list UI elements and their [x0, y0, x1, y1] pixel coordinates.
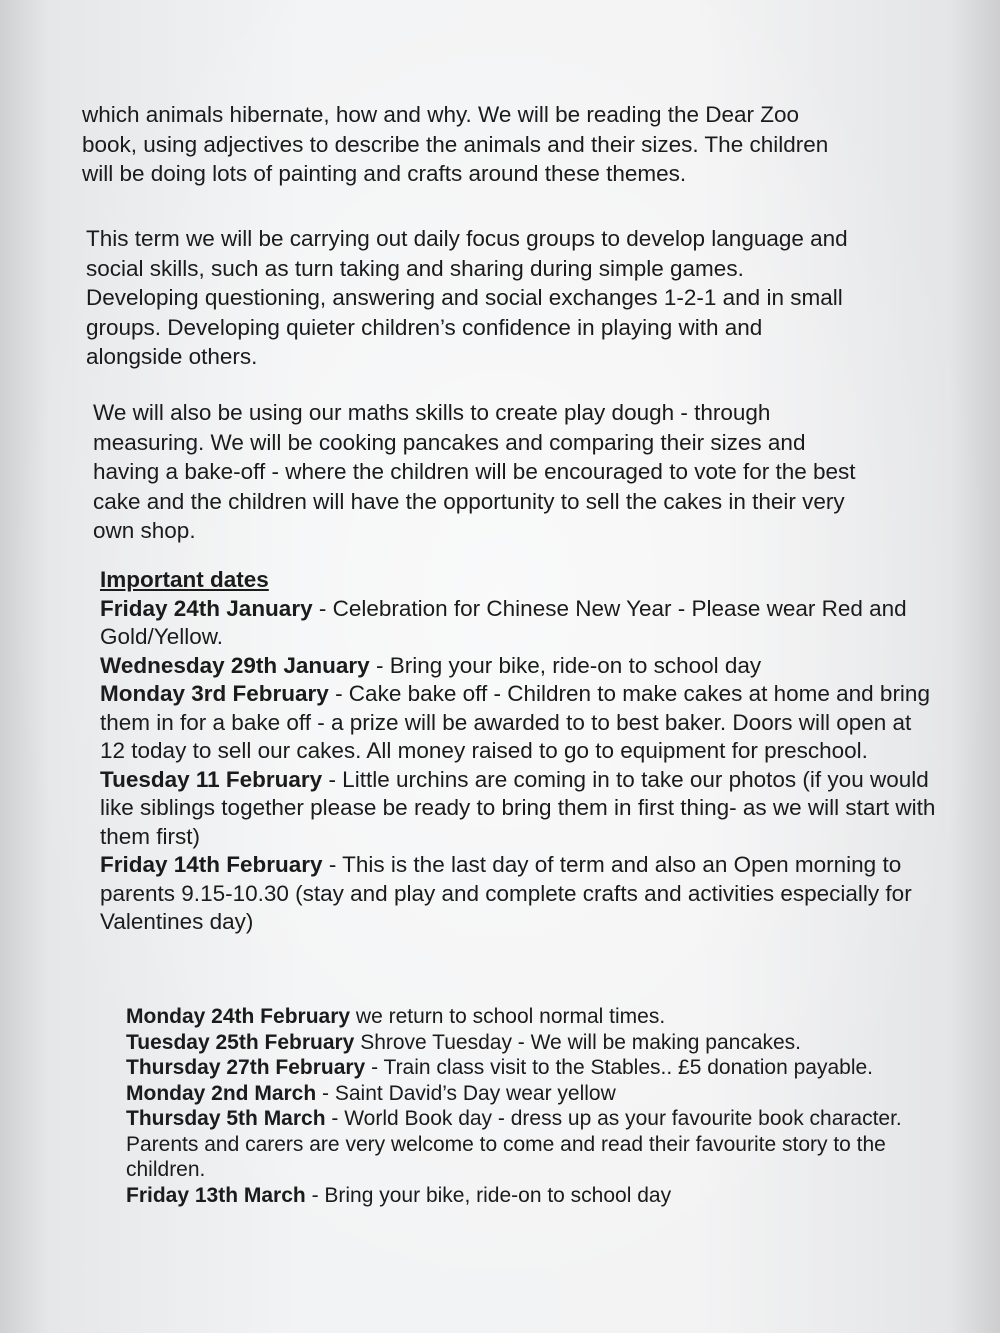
date-label: Wednesday 29th January — [100, 652, 370, 678]
date-entry — [126, 1055, 926, 1081]
date-description: - Bring your bike, ride-on to school day — [369, 652, 762, 678]
date-entry — [126, 1081, 926, 1107]
date-label: Friday 24th January — [100, 595, 313, 621]
date-label: Tuesday 11 February — [100, 766, 323, 792]
paragraph-hibernation: which animals hibernate, how and why. We will be reading the Dear Zoo book, using adjectives to describe the animals and their sizes. The children will be doing lots of painting and crafts around these themes. — [82, 102, 829, 186]
date-description: - World Book day - dress up as your favourite book character. Parents and carers are very welcome to come and read their favourite story to the children. — [126, 1107, 902, 1181]
date-description: - Saint David’s Day wear yellow — [316, 1081, 616, 1105]
important-dates-heading: Important dates — [100, 567, 269, 592]
date-description: - This is the last day of term and also an Open morning to parents 9.15-10.30 (stay and play and complete crafts and activities especially for Valentines day) — [100, 852, 912, 934]
important-dates-section — [100, 566, 940, 937]
date-description: - Little urchins are coming in to take our photos (if you would like siblings together please be ready to bring them in first thing- as we will start with them first) — [100, 766, 936, 849]
date-description: we return to school normal times. — [350, 1005, 666, 1028]
date-entry — [126, 1106, 926, 1183]
date-entry — [126, 1004, 926, 1030]
paragraph-maths-skills: We will also be using our maths skills to create play dough - through measuring. We will be cooking pancakes and comparing their sizes and having a bake-off - where the children will be encouraged to vote for the best cake and the children will have the opportunity to sell the cakes in their very own shop. — [93, 400, 856, 543]
date-entry — [100, 851, 940, 937]
date-label: Monday 3rd February — [100, 681, 329, 706]
date-label: Monday 24th February — [126, 1005, 351, 1028]
date-entry — [100, 680, 940, 766]
date-label: Tuesday 25th February — [126, 1030, 355, 1054]
date-label: Monday 2nd March — [126, 1081, 317, 1105]
date-entry — [100, 595, 940, 652]
date-description: - Cake bake off - Children to make cakes at home and bring them in for a bake off - a prize will be awarded to to best baker. Doors will open at 12 today to sell our cakes. All money raised to go to equipment for preschool. — [100, 681, 930, 763]
date-entry — [126, 1030, 926, 1056]
date-entry — [100, 652, 940, 681]
date-description: - Bring your bike, ride-on to school day — [305, 1183, 672, 1207]
date-label: Thursday 5th March — [126, 1107, 326, 1130]
important-dates-continued — [126, 1004, 926, 1208]
paragraph-focus-groups: This term we will be carrying out daily focus groups to develop language and social skills, such as turn taking and sharing during simple games. Developing questioning, answering and social exchanges 1-2-1 and in small groups. Developing quieter children’s confidence in playing with and alongside others. — [86, 226, 848, 369]
date-entry — [100, 766, 940, 852]
date-description: Shrove Tuesday - We will be making pancakes. — [354, 1030, 802, 1054]
date-label: Thursday 27th February — [126, 1056, 366, 1079]
date-label: Friday 13th March — [126, 1183, 306, 1207]
date-entry — [126, 1183, 926, 1209]
date-description: - Train class visit to the Stables.. £5 donation payable. — [365, 1056, 874, 1079]
date-description: - Celebration for Chinese New Year - Please wear Red and Gold/Yellow. — [100, 595, 907, 649]
date-label: Friday 14th February — [100, 852, 323, 877]
